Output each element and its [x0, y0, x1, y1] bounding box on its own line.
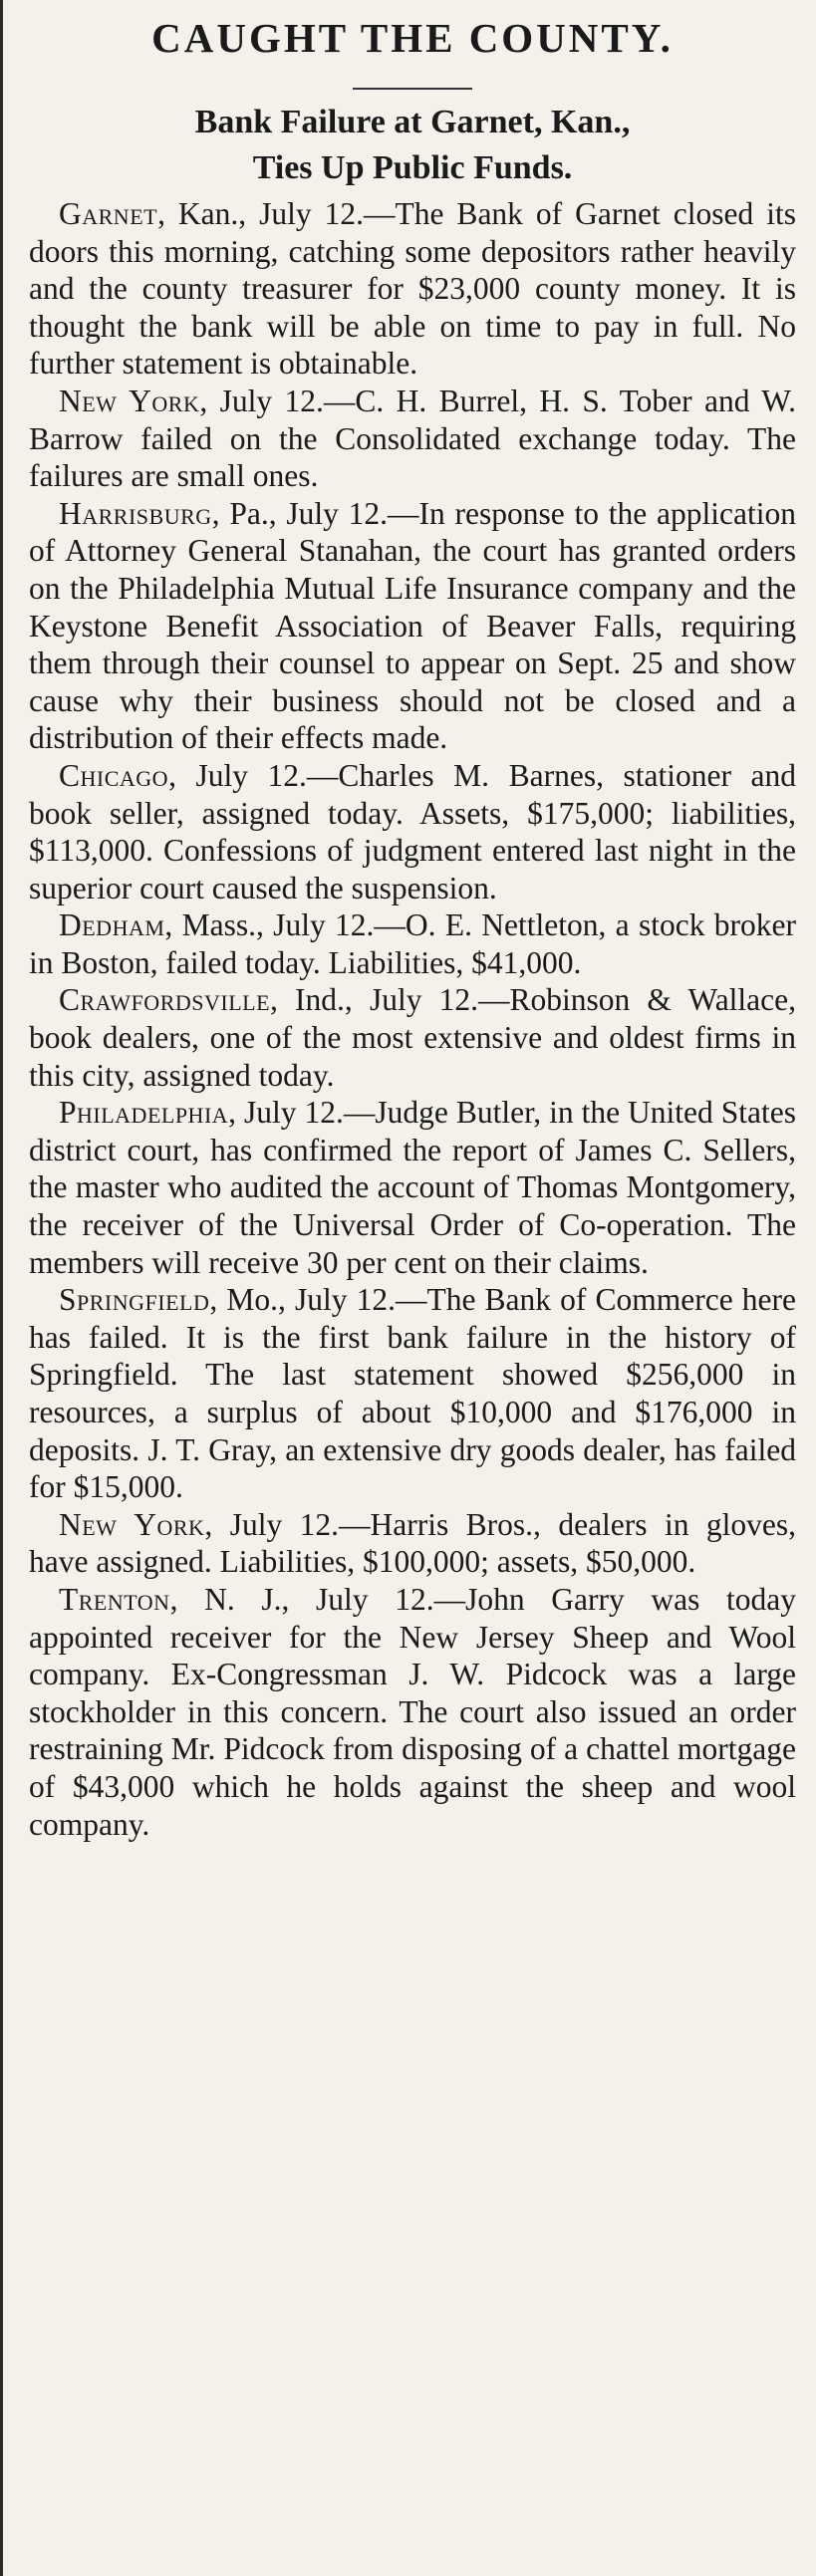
news-item-trenton — [29, 1581, 796, 1843]
headline: CAUGHT THE COUNTY. — [151, 15, 674, 61]
dateline: Harrisburg — [59, 495, 212, 531]
news-text: , July 12.—C. H. Burrel, H. S. Tober and W. Barrow failed on the Consolidated exchange today. The failures are small ones. — [29, 383, 796, 494]
news-item-chicago — [29, 757, 796, 906]
news-item-springfield — [29, 1281, 796, 1506]
news-text: , Mass., July 12.—O. E. Nettleton, a stock broker in Boston, failed today. Liabilities, $41,000. — [29, 907, 796, 980]
news-item-harrisburg — [29, 495, 796, 757]
subhead-line-1: Bank Failure at Garnet, Kan., — [194, 104, 631, 140]
dateline: Trenton — [59, 1581, 170, 1617]
article-body — [29, 195, 796, 1843]
news-item-crawfordsville — [29, 981, 796, 1094]
dateline: Crawfordsville — [59, 982, 271, 1018]
news-item-new-york-exchange — [29, 383, 796, 495]
dateline: Springfield — [59, 1282, 210, 1318]
dateline: New York — [59, 383, 200, 418]
news-item-dedham — [29, 906, 796, 981]
dateline: Garnet — [59, 196, 158, 231]
subhead — [29, 100, 796, 191]
news-text: , Ind., July 12.—Robinson & Wallace, book dealers, one of the most extensive and oldest firms in this city, assigned today. — [29, 982, 796, 1093]
news-text: , N. J., July 12.—John Garry was today appointed receiver for the New Jersey Sheep and Wool company. Ex-Congressman J. W. Pidcock was a large stockholder in this concern. The court also issued an order restraining Mr. Pidcock from disposing of a chattel mortgage of $43,000 which he holds against the sheep and wool company. — [29, 1581, 796, 1842]
news-text: , July 12.—Charles M. Barnes, stationer and book seller, assigned today. Assets, $175,000; liabilities, $113,000. Confessions of judgment entered last night in the superior court caused the suspension. — [29, 757, 796, 905]
news-text: , Mo., July 12.—The Bank of Commerce here has failed. It is the first bank failure in the history of Springfield. The last statement showed $256,000 in resources, a surplus of about $10,000 and $176,000 in deposits. J. T. Gray, an extensive dry goods dealer, has failed for $15,000. — [29, 1282, 796, 1505]
dateline: Dedham — [59, 907, 165, 943]
dateline: Chicago — [59, 757, 169, 793]
news-item-garnet — [29, 195, 796, 383]
news-text: , July 12.—Judge Butler, in the United States district court, has confirmed the report of James C. Sellers, the master who audited the account of Thomas Montgomery, the receiver of the Universal Order of Co-operation. The members will receive 30 per cent on their claims. — [29, 1095, 796, 1280]
news-text: , Kan., July 12.—The Bank of Garnet closed its doors this morning, catching some depositors rather heavily and the county treasurer for $23,000 county money. It is thought the bank will be able on time to pay in full. No further statement is obtainable. — [29, 196, 796, 382]
dateline: New York — [59, 1506, 205, 1542]
news-item-philadelphia — [29, 1094, 796, 1281]
news-item-new-york-gloves — [29, 1506, 796, 1581]
headline-rule — [353, 88, 472, 90]
news-text: , July 12.—Harris Bros., dealers in gloves, have assigned. Liabilities, $100,000; assets, $50,000. — [29, 1506, 796, 1580]
dateline: Philadelphia — [59, 1095, 229, 1131]
news-text: , Pa., July 12.—In response to the application of Attorney General Stanahan, the court has granted orders on the Philadelphia Mutual Life Insurance company and the Keystone Benefit Association of Beaver Falls, requiring them through their counsel to appear on Sept. 25 and show cause why their business should not be closed and a distribution of their effects made. — [29, 495, 796, 756]
subhead-line-2: Ties Up Public Funds. — [252, 149, 573, 186]
